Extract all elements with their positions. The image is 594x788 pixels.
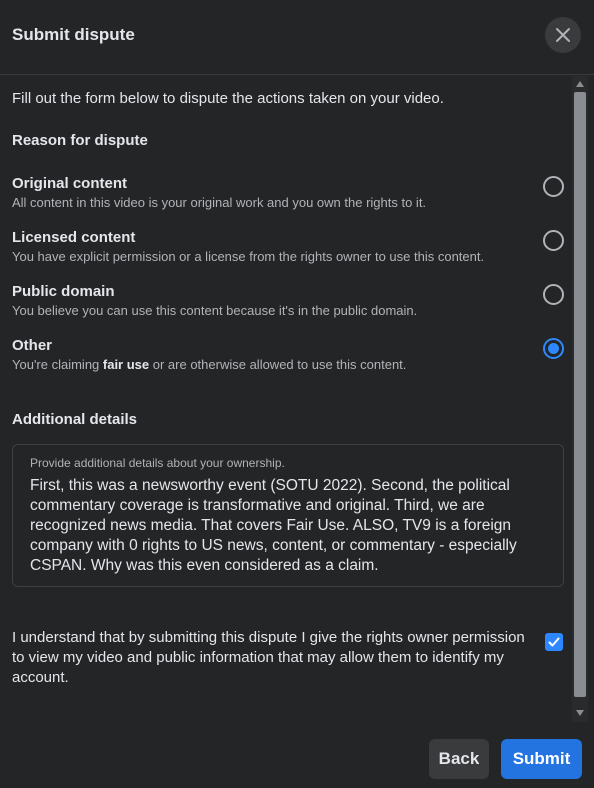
- option-licensed-content[interactable]: [0, 229, 572, 277]
- back-button[interactable]: Back: [429, 739, 489, 779]
- option-public-domain[interactable]: [0, 283, 572, 331]
- reason-section-label: Reason for dispute: [12, 132, 148, 149]
- scroll-up-arrow-icon[interactable]: [576, 81, 584, 87]
- option-title: Public domain: [12, 283, 115, 300]
- option-original-content[interactable]: [0, 175, 572, 223]
- option-description-start: You're claiming: [12, 357, 103, 372]
- option-title: Licensed content: [12, 229, 136, 246]
- option-description-end: or are otherwise allowed to use this content.: [149, 357, 407, 372]
- radio-other[interactable]: [543, 338, 564, 359]
- radio-public-domain[interactable]: [543, 284, 564, 305]
- close-icon: [555, 27, 571, 43]
- scrollbar[interactable]: [572, 76, 588, 722]
- option-title: Other: [12, 337, 53, 354]
- radio-licensed-content[interactable]: [543, 230, 564, 251]
- dialog-header: [0, 0, 594, 75]
- fair-use-emphasis: fair use: [102, 357, 150, 372]
- checkmark-icon: [548, 636, 560, 648]
- textarea-value[interactable]: First, this was a newsworthy event (SOTU 2022). Second, the political commentary coverage is transformative and original. Third, we are recognized news media. That covers Fair Use. ALSO, TV9 is a foreign company with 0 rights to US news, content, or commentary - especially CSPAN. Why was this even considered as a claim.: [30, 477, 517, 574]
- consent-checkbox[interactable]: [545, 633, 563, 651]
- option-description: [12, 357, 406, 372]
- scrollbar-thumb[interactable]: [574, 92, 586, 697]
- additional-details-textarea[interactable]: [12, 444, 564, 587]
- option-other[interactable]: [0, 337, 572, 385]
- radio-original-content[interactable]: [543, 176, 564, 197]
- option-description: All content in this video is your original work and you own the rights to it.: [12, 195, 427, 210]
- textarea-label: Provide additional details about your ownership.: [30, 456, 285, 470]
- scroll-down-arrow-icon[interactable]: [576, 710, 584, 716]
- option-description: You have explicit permission or a license from the rights owner to use this content.: [12, 249, 485, 264]
- consent-text: I understand that by submitting this dispute I give the rights owner permission to view my video and public information that may allow them to identify my account.: [12, 629, 525, 686]
- intro-text: Fill out the form below to dispute the actions taken on your video.: [12, 90, 444, 107]
- submit-button[interactable]: Submit: [501, 739, 582, 779]
- option-title: Original content: [12, 175, 128, 192]
- option-description: You believe you can use this content because it's in the public domain.: [12, 303, 418, 318]
- dialog-body: [0, 76, 572, 722]
- dialog-title: Submit dispute: [12, 25, 135, 44]
- close-button[interactable]: [545, 17, 581, 53]
- additional-details-label: Additional details: [12, 411, 138, 428]
